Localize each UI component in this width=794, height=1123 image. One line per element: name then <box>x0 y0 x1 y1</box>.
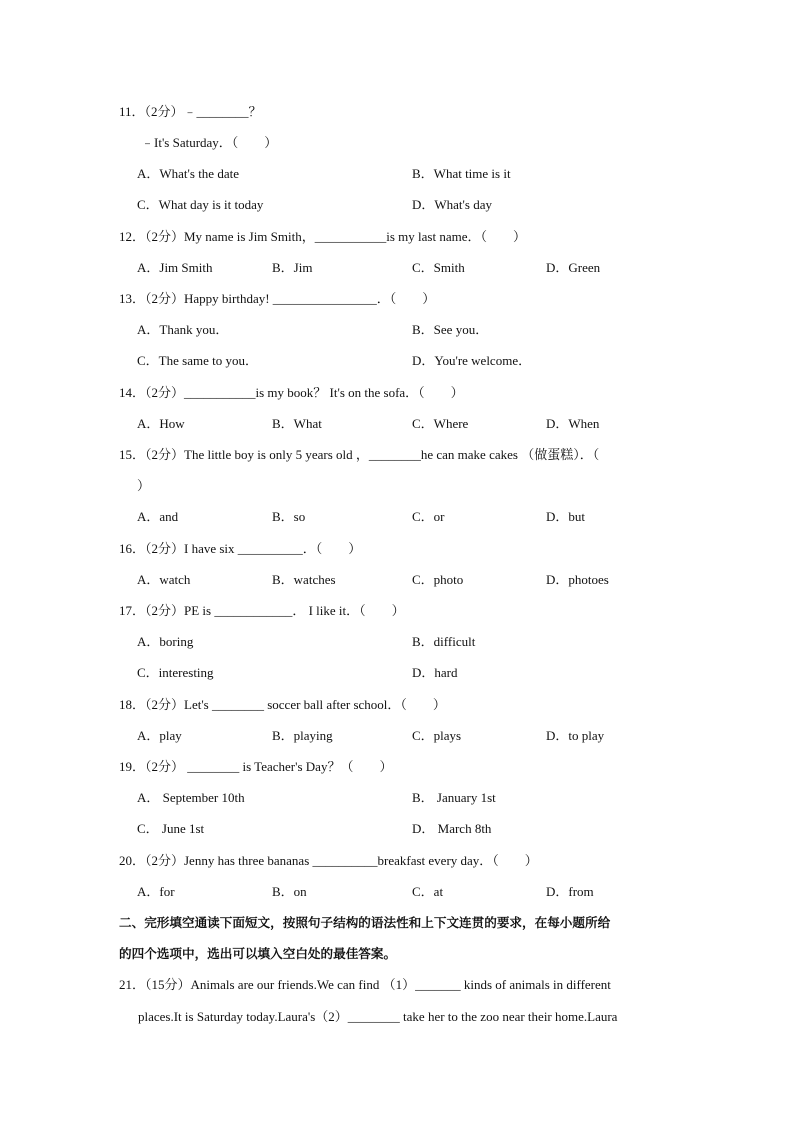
option-c[interactable]: C．Where <box>412 416 469 431</box>
option-c[interactable]: C．or <box>412 509 445 524</box>
question-13-stem: 13．（2分）Happy birthday! ________________．（ ） <box>119 291 436 306</box>
option-b[interactable]: B．so <box>272 509 306 524</box>
option-b[interactable]: B．What <box>272 416 322 431</box>
option-a[interactable]: A．How <box>137 416 185 431</box>
option-a[interactable]: A．boring <box>137 634 194 649</box>
question-18-stem: 18．（2分）Let's ________ soccer ball after school．（ ） <box>119 697 446 712</box>
question-11-stem: 11．（2分）﹣________？ <box>119 104 262 119</box>
option-d[interactable]: D．hard <box>412 665 458 680</box>
option-d[interactable]: D．photoes <box>546 572 609 587</box>
question-19-stem: 19．（2分） ________ is Teacher's Day？（ ） <box>119 759 393 774</box>
option-d[interactable]: D．When <box>546 416 600 431</box>
option-a[interactable]: A．Jim Smith <box>137 260 213 275</box>
option-c[interactable]: C．photo <box>412 572 464 587</box>
option-a[interactable]: A．play <box>137 728 182 743</box>
option-a[interactable]: A． September 10th <box>137 790 245 805</box>
option-c[interactable]: C．What day is it today <box>137 197 264 212</box>
option-b[interactable]: B．What time is it <box>412 166 511 181</box>
option-c[interactable]: C．plays <box>412 728 462 743</box>
question-16-stem: 16．（2分）I have six __________．（ ） <box>119 541 362 556</box>
option-d[interactable]: D．but <box>546 509 586 524</box>
option-d[interactable]: D．from <box>546 884 594 899</box>
option-d[interactable]: D．What's day <box>412 197 492 212</box>
option-b[interactable]: B．See you． <box>412 322 489 337</box>
question-15-continuation: ） <box>137 478 151 493</box>
option-d[interactable]: D．Green <box>546 260 601 275</box>
option-c[interactable]: C．interesting <box>137 665 214 680</box>
option-c[interactable]: C．Smith <box>412 260 465 275</box>
option-b[interactable]: B． January 1st <box>412 790 496 805</box>
option-a[interactable]: A．and <box>137 509 179 524</box>
option-a[interactable]: A．for <box>137 884 175 899</box>
option-d[interactable]: D．to play <box>546 728 605 743</box>
option-d[interactable]: D． March 8th <box>412 821 492 836</box>
option-a[interactable]: A．What's the date <box>137 166 239 181</box>
question-14-stem: 14．（2分）___________is my book？ It's on the sofa．（ ） <box>119 385 464 400</box>
section-heading-line-1: 二、完形填空通读下面短文，按照句子结构的语法性和上下文连贯的要求，在每小题所给 <box>119 915 611 930</box>
section-heading-line-2: 的四个选项中，选出可以填入空白处的最佳答案。 <box>119 946 397 961</box>
option-c[interactable]: C．at <box>412 884 444 899</box>
option-d[interactable]: D．You're welcome． <box>412 353 532 368</box>
question-20-stem: 20．（2分）Jenny has three bananas __________breakfast every day．（ ） <box>119 853 538 868</box>
option-b[interactable]: B．Jim <box>272 260 313 275</box>
question-17-stem: 17．（2分）PE is ____________． I like it．（ ） <box>119 603 405 618</box>
question-21-line-2: places.It is Saturday today.Laura's（2）________ take her to the zoo near their home.Laura <box>138 1009 618 1024</box>
option-c[interactable]: C． June 1st <box>137 821 205 836</box>
option-b[interactable]: B．watches <box>272 572 336 587</box>
option-b[interactable]: B．difficult <box>412 634 476 649</box>
question-15-stem: 15．（2分）The little boy is only 5 years old ，________he can make cakes （做蛋糕）．（ <box>119 447 600 462</box>
option-b[interactable]: B．on <box>272 884 307 899</box>
option-c[interactable]: C．The same to you． <box>137 353 258 368</box>
question-21-line-1: 21．（15分）Animals are our friends.We can find （1）_______ kinds of animals in different <box>119 977 611 992</box>
question-12-stem: 12．（2分）My name is Jim Smith，___________is my last name．（ ） <box>119 229 526 244</box>
question-11-dialogue: ﹣It's Saturday．（ ） <box>141 135 278 150</box>
option-a[interactable]: A．watch <box>137 572 191 587</box>
option-a[interactable]: A．Thank you． <box>137 322 229 337</box>
option-b[interactable]: B．playing <box>272 728 333 743</box>
